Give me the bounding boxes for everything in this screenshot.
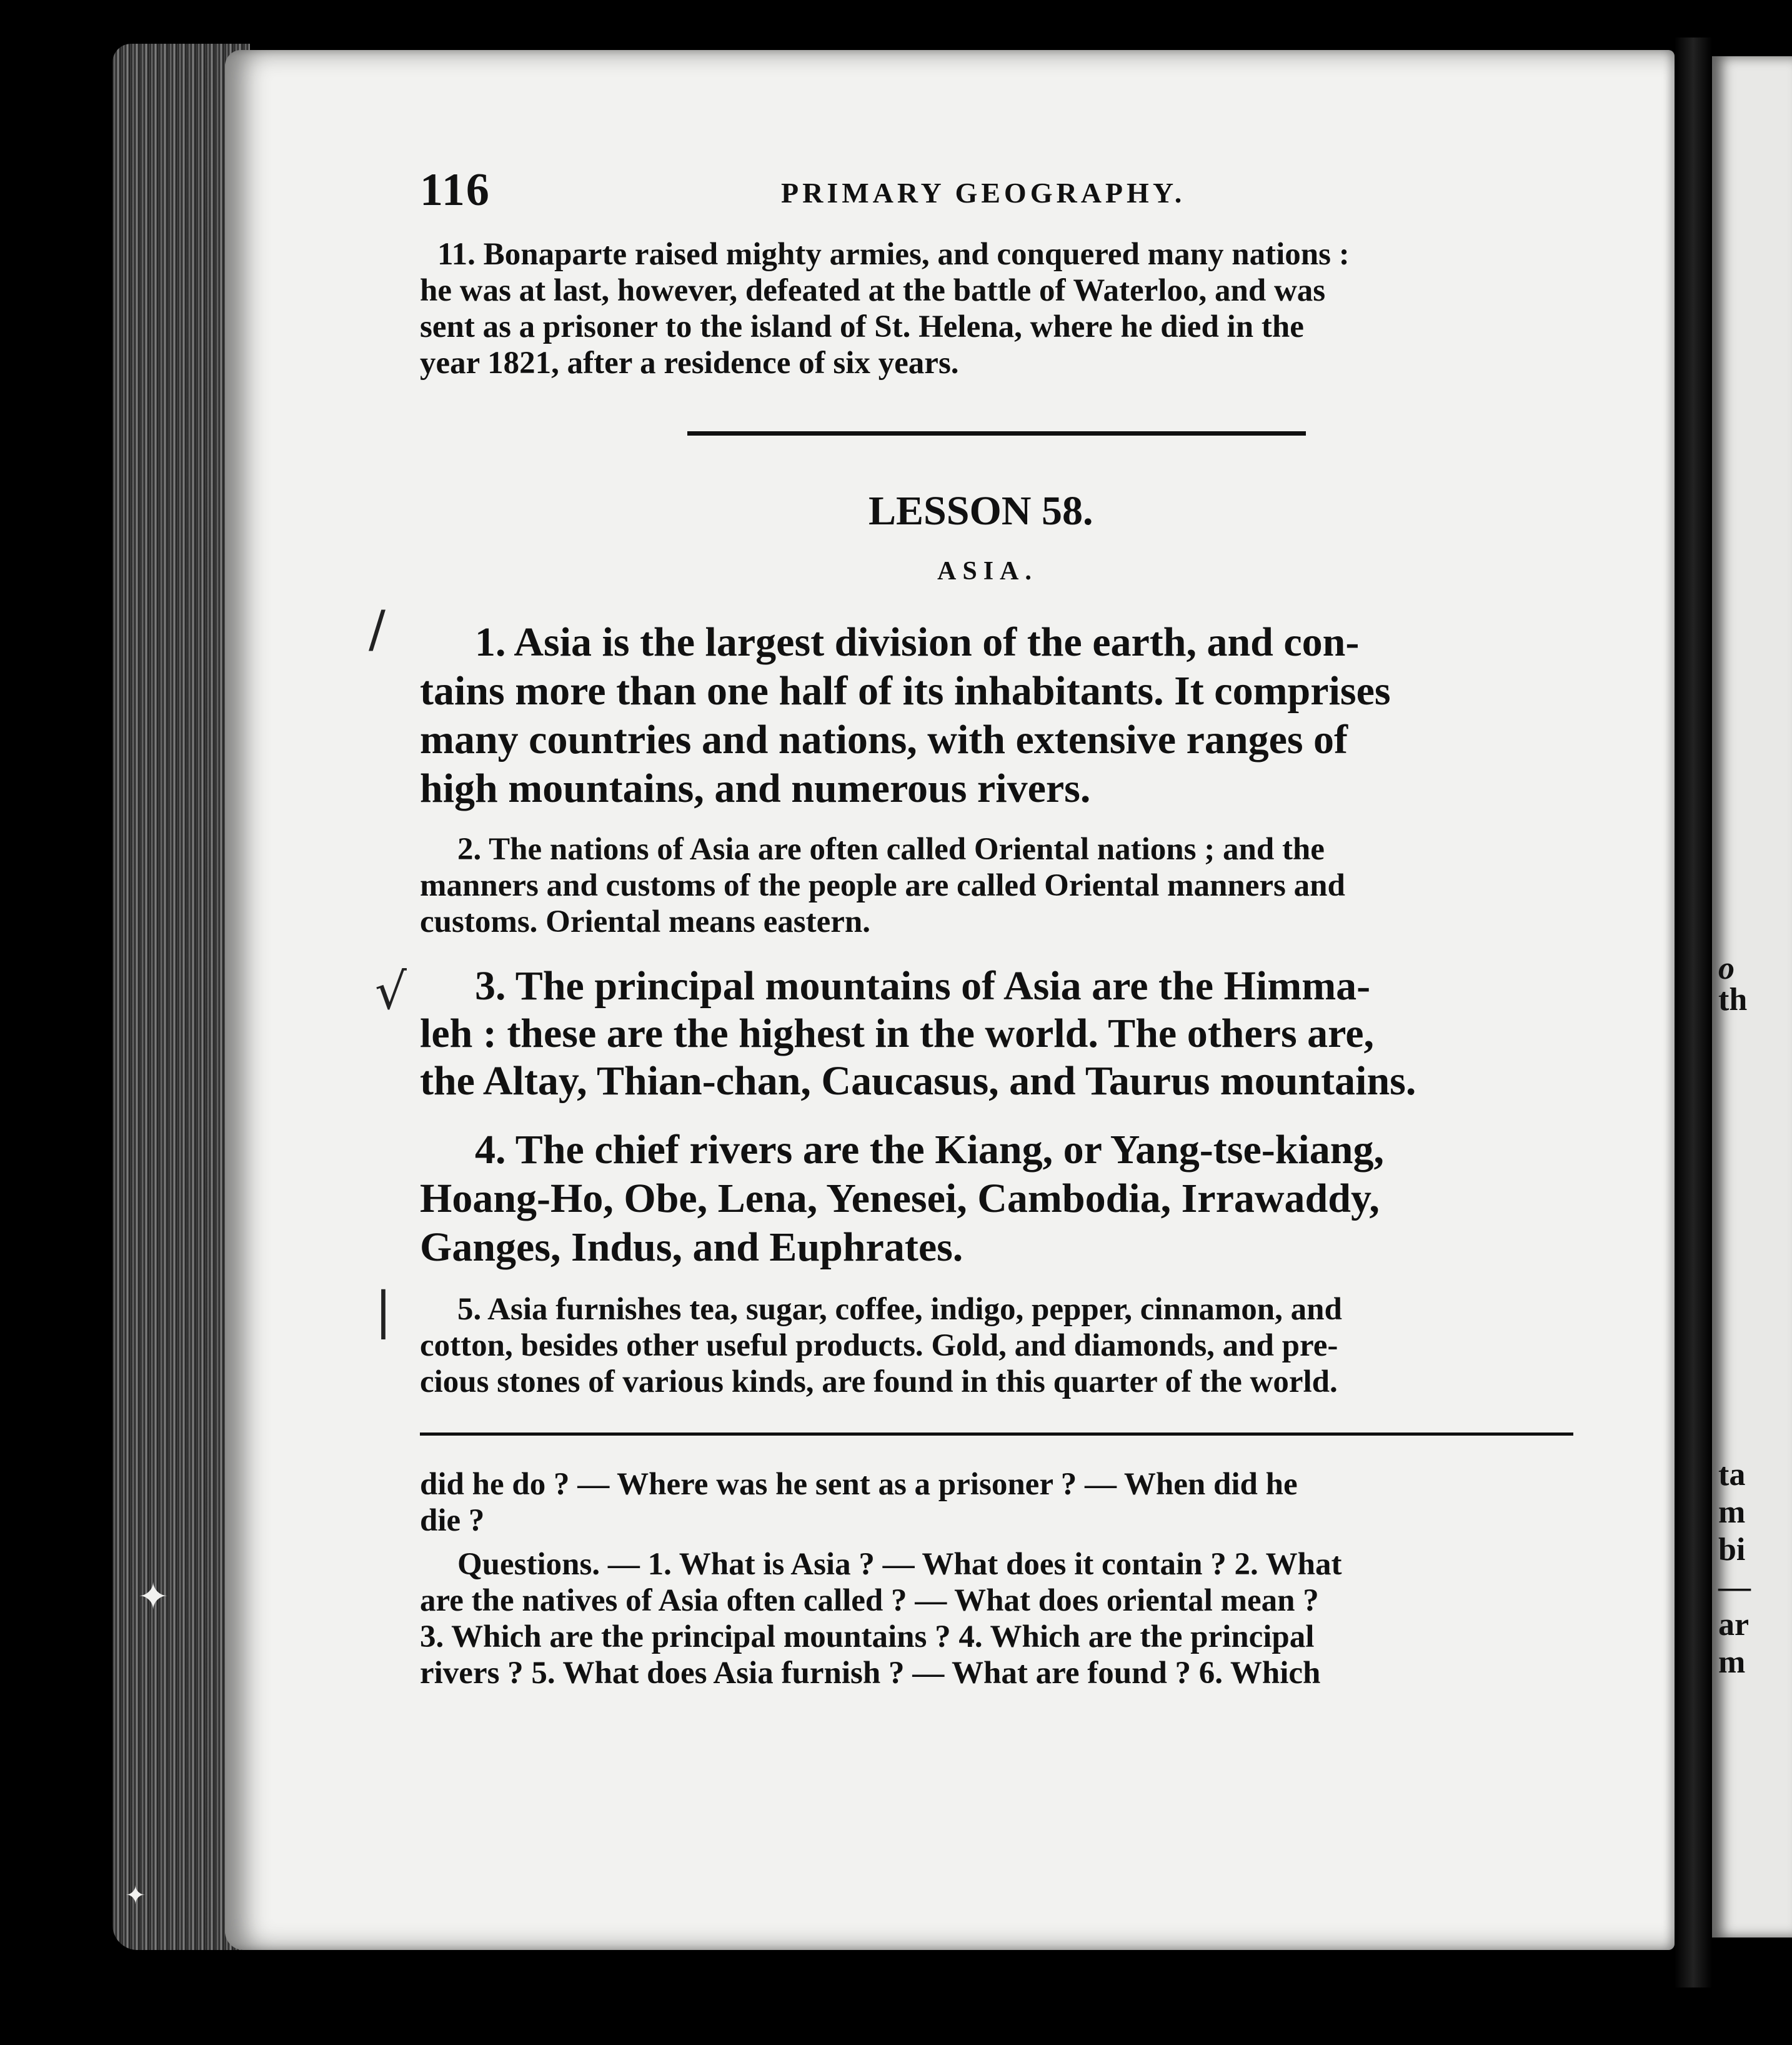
- text-line: Ganges, Indus, and Euphrates.: [420, 1224, 963, 1270]
- text-line: 5. Asia furnishes tea, sugar, coffee, indigo, pepper, cinnamon, and: [457, 1292, 1342, 1327]
- text-line: high mountains, and numerous rivers.: [420, 766, 1091, 811]
- text-line: 11. Bonaparte raised mighty armies, and conquered many nations :: [437, 237, 1350, 272]
- text-line: 2. The nations of Asia are often called Oriental nations ; and the: [457, 832, 1325, 867]
- scan-speck: ✦: [125, 1881, 146, 1910]
- text-line: are the natives of Asia often called ? — What does oriental mean ?: [420, 1583, 1319, 1618]
- page-number: 116: [420, 164, 490, 216]
- text-line: die ?: [420, 1503, 485, 1538]
- facing-page-fragment: o: [1718, 951, 1735, 986]
- text-line: leh : these are the highest in the world. The others are,: [420, 1011, 1375, 1056]
- footer-divider: [420, 1432, 1573, 1436]
- text-line: cious stones of various kinds, are found in this quarter of the world.: [420, 1364, 1338, 1399]
- text-line: cotton, besides other useful products. Gold, and diamonds, and pre-: [420, 1328, 1338, 1363]
- lesson-subtitle: ASIA.: [937, 557, 1038, 586]
- scan-speck: ✦: [137, 1575, 169, 1619]
- text-line: he was at last, however, defeated at the battle of Waterloo, and was: [420, 273, 1326, 308]
- facing-page-fragment: bi: [1718, 1532, 1746, 1568]
- running-title: PRIMARY GEOGRAPHY.: [781, 177, 1186, 209]
- text-line: year 1821, after a residence of six years.: [420, 346, 959, 381]
- facing-page: [1712, 56, 1792, 1938]
- facing-page-fragment: m: [1718, 1494, 1746, 1530]
- text-line: 3. Which are the principal mountains ? 4. Which are the principal: [420, 1619, 1315, 1654]
- text-line: 3. The principal mountains of Asia are the Himma-: [475, 963, 1371, 1009]
- text-line: customs. Oriental means eastern.: [420, 904, 870, 939]
- facing-page-fragment: m: [1718, 1644, 1746, 1680]
- text-line: Questions. — 1. What is Asia ? — What does it contain ? 2. What: [457, 1547, 1342, 1582]
- facing-page-fragment: —: [1718, 1569, 1751, 1605]
- text-line: sent as a prisoner to the island of St. Helena, where he died in the: [420, 309, 1304, 344]
- book-gutter: [1675, 38, 1712, 1988]
- text-line: rivers ? 5. What does Asia furnish ? — What are found ? 6. Which: [420, 1656, 1321, 1691]
- section-divider: [687, 431, 1306, 436]
- text-line: manners and customs of the people are called Oriental manners and: [420, 868, 1345, 903]
- pencil-tick-mark: /: [369, 600, 386, 658]
- text-line: did he do ? — Where was he sent as a prisoner ? — When did he: [420, 1467, 1298, 1502]
- facing-page-fragment: ta: [1718, 1457, 1746, 1492]
- text-line: Hoang-Ho, Obe, Lena, Yenesei, Cambodia, Irrawaddy,: [420, 1176, 1380, 1221]
- text-line: tains more than one half of its inhabitants. It comprises: [420, 668, 1391, 714]
- text-line: many countries and nations, with extensive ranges of: [420, 717, 1348, 762]
- text-line: 4. The chief rivers are the Kiang, or Yang-tse-kiang,: [475, 1127, 1384, 1172]
- text-line: 1. Asia is the largest division of the earth, and con-: [475, 619, 1360, 665]
- pencil-tick-mark: |: [375, 1281, 392, 1339]
- facing-page-fragment: ar: [1718, 1607, 1750, 1642]
- text-line: the Altay, Thian-chan, Caucasus, and Taurus mountains.: [420, 1058, 1416, 1104]
- pencil-check-mark: √: [375, 962, 407, 1021]
- facing-page-fragment: th: [1718, 982, 1748, 1018]
- lesson-title: LESSON 58.: [869, 488, 1093, 534]
